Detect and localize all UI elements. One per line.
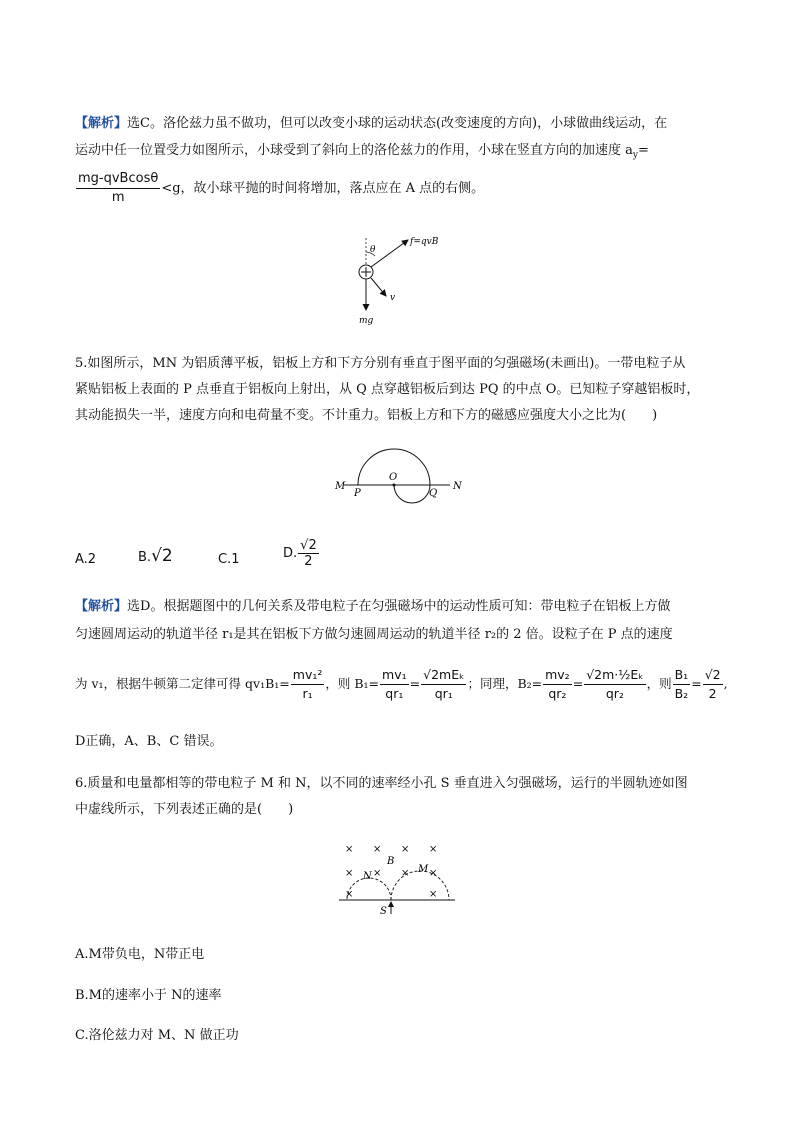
option-c[interactable]: C.1 (218, 552, 240, 567)
analysis2-line3: 为 v₁，根据牛顿第二定律可得 qv₁B₁= $\frac{\text{mv₁²}}{\text{r₁}}$ ，则 B₁= $\frac{\text{mv₁}}{\text{qr₁}}$ = $\frac{\text{√2mEₖ}}{\text{qr₁}}$ ；同理，B₂= $\frac{\text{mv₂}}{\text{qr₂}}$ = $\frac{\text{√2m·½Eₖ}}{\text{qr₂}}$ ，则 $\frac{\text{B₁}}{\text{B₂}}$ = $\frac{√2}{2}$ , (75, 667, 728, 701)
q5-line1: 5.如图所示，MN 为铝质薄平板，铝板上方和下方分别有垂直于图平面的匀强磁场(未画出)。一带电粒子从 (75, 356, 686, 371)
q5-line3: 其动能损失一半，速度方向和电荷量不变。不计重力。铝板上方和下方的磁感应强度大小之比为( ) (75, 408, 658, 423)
gravity-label: mg (359, 316, 374, 326)
svg-text:×: × (429, 868, 438, 879)
svg-text:P: P (354, 488, 361, 499)
theta-label: θ (370, 245, 376, 255)
force-arrow (371, 240, 408, 267)
svg-text:×: × (429, 844, 438, 855)
svg-text:M: M (335, 481, 346, 492)
svg-text:×: × (345, 889, 354, 900)
force-diagram (340, 232, 460, 327)
svg-text:O: O (389, 472, 398, 483)
svg-text:Q: Q (429, 488, 438, 499)
svg-text:S: S (380, 906, 387, 917)
q6-line2: 中虚线所示，下列表述正确的是( ) (75, 802, 294, 817)
analysis1-line3: $\frac{\text{mg-qvBcosθ}}{m}$ <g，故小球平抛的时间将增加，落点应在 A 点的右侧。 (78, 171, 485, 205)
svg-text:×: × (429, 889, 438, 900)
lower-semicircle (394, 485, 430, 503)
svg-text:N: N (363, 871, 372, 882)
analysis2-line4: D正确，A、B、C 错误。 (75, 734, 223, 749)
svg-text:×: × (345, 868, 354, 879)
q6-option-c[interactable]: C.洛伦兹力对 M、N 做正功 (75, 1028, 239, 1043)
velocity-arrow (371, 278, 386, 296)
force-label: f=qvB (410, 237, 439, 247)
velocity-label: v (390, 293, 396, 303)
q6-option-b[interactable]: B.M的速率小于 N的速率 (75, 988, 222, 1003)
analysis2-line1: 【解析】选D。根据题图中的几何关系及带电粒子在匀强磁场中的运动性质可知：带电粒子在铝板上方做 (75, 599, 671, 614)
analysis-tag: 【解析】 (75, 116, 128, 131)
svg-text:B: B (387, 856, 395, 867)
svg-text:×: × (401, 844, 410, 855)
q5-line2: 紧贴铝板上表面的 P 点垂直于铝板向上射出，从 Q 点穿越铝板后到达 PQ 的中点 O。已知粒子穿越铝板时， (75, 382, 700, 397)
svg-text:×: × (345, 844, 354, 855)
magnetic-field-diagram (335, 838, 460, 918)
option-b[interactable]: B.√2 (138, 546, 173, 566)
option-a[interactable]: A.2 (75, 552, 97, 567)
svg-text:N: N (453, 481, 462, 492)
analysis1-line1: 【解析】选C。洛伦兹力虽不做功，但可以改变小球的运动状态(改变速度的方向)，小球做曲线运动，在 (75, 116, 668, 131)
svg-text:×: × (401, 868, 410, 879)
plate-trajectory-diagram (332, 440, 467, 505)
analysis-tag: 【解析】 (75, 599, 128, 614)
svg-text:×: × (373, 868, 382, 879)
fraction: $\frac{\text{mg-qvBcosθ}}{m}$ (78, 171, 159, 205)
analysis1-line2: 运动中任一位置受力如图所示，小球受到了斜向上的洛伦兹力的作用，小球在竖直方向的加速度 $a_y=$ (75, 143, 649, 161)
q6-option-a[interactable]: A.M带负电，N带正电 (75, 947, 205, 962)
q6-line1: 6.质量和电量都相等的带电粒子 M 和 N，以不同的速率经小孔 S 垂直进入匀强磁场，运行的半圆轨迹如图 (75, 776, 688, 791)
analysis2-line2: 匀速圆周运动的轨道半径 r₁是其在铝板下方做匀速圆周运动的轨道半径 r₂的 2 倍。设粒子在 P 点的速度 (75, 627, 673, 642)
trajectory-m (391, 871, 449, 900)
option-d[interactable]: D. $\frac{√2}{2}$ (283, 538, 317, 569)
svg-text:×: × (373, 844, 382, 855)
svg-text:M: M (418, 864, 429, 875)
point-o (393, 484, 396, 487)
